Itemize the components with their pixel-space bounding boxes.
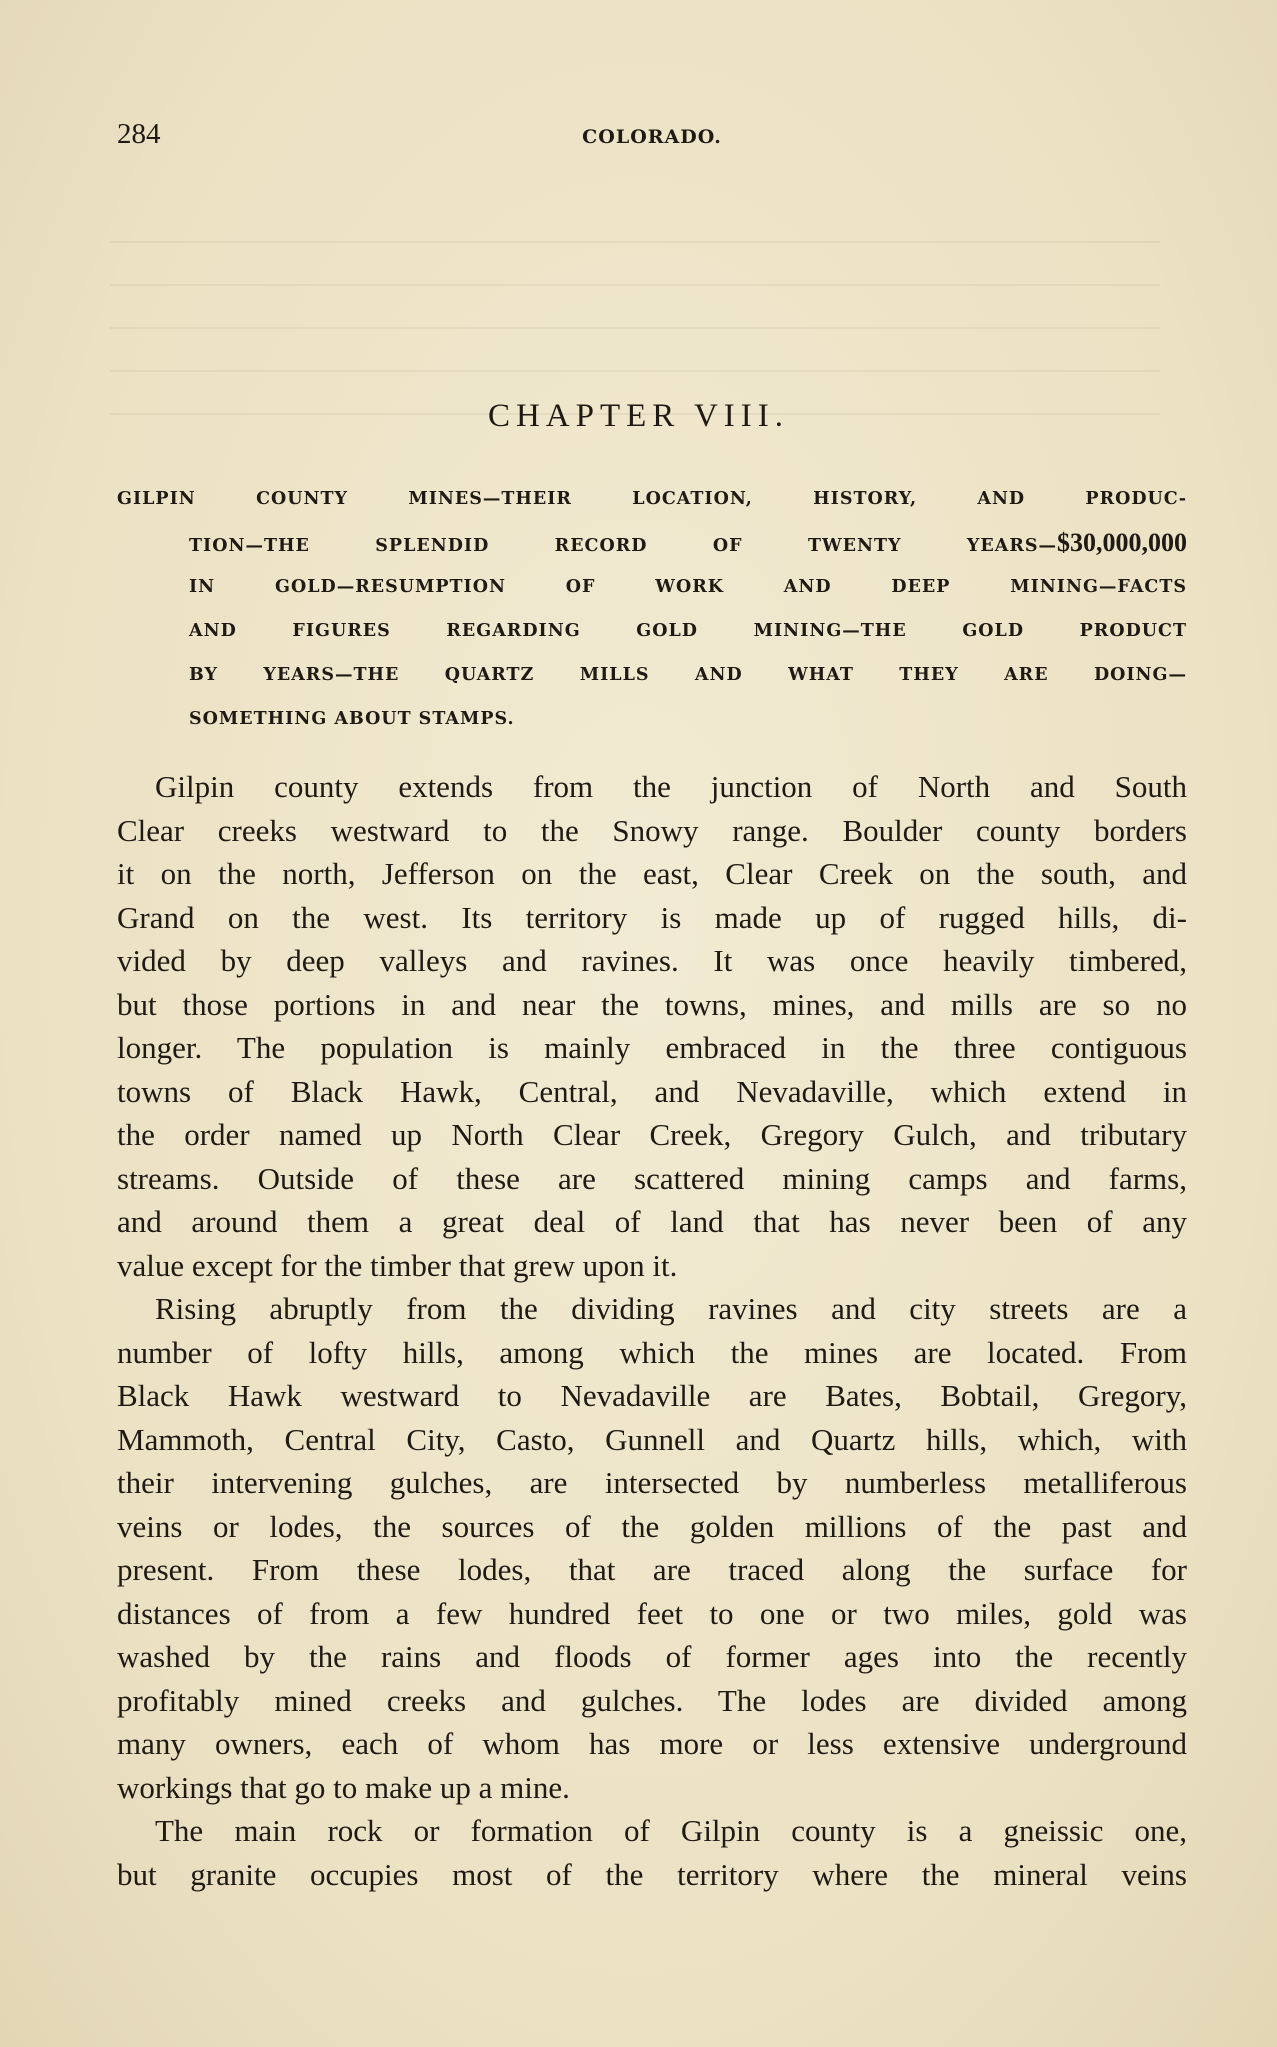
chapter-heading: CHAPTER VIII.	[487, 398, 790, 434]
paragraph-1-line: Clear creeks westward to the Snowy range. Boulder county borders	[117, 812, 1187, 848]
page-number: 284	[117, 118, 161, 150]
paragraph-2-line: veins or lodes, the sources of the golden millions of the past and	[117, 1508, 1187, 1544]
paragraph-2-line: Mammoth, Central City, Casto, Gunnell and Quartz hills, which, with	[117, 1421, 1187, 1457]
paragraph-1-line: the order named up North Clear Creek, Gregory Gulch, and tributary	[117, 1117, 1187, 1152]
synopsis-line-text: TION—THE SPLENDID RECORD OF TWENTY YEARS—	[189, 536, 1057, 556]
paragraph-1-line: it on the north, Jefferson on the east, Clear Creek on the south, and	[117, 856, 1187, 891]
synopsis-line: AND FIGURES REGARDING GOLD MINING—THE GOLD PRODUCT	[189, 621, 1187, 641]
synopsis-line: IN GOLD—RESUMPTION OF WORK AND DEEP MINING—FACTS	[189, 577, 1187, 597]
paragraph-2-line: their intervening gulches, are intersected by numberless metalliferous	[117, 1465, 1187, 1500]
synopsis-line: BY YEARS—THE QUARTZ MILLS AND WHAT THEY ARE DOING—	[189, 665, 1187, 685]
paragraph-1-line: Gilpin county extends from the junction of North and South	[155, 769, 1187, 804]
paragraph-2-line: distances of from a few hundred feet to one or two miles, gold was	[117, 1595, 1187, 1631]
paragraph-2-line: present. From these lodes, that are traced along the surface for	[117, 1552, 1187, 1587]
paragraph-3-line: The main rock or formation of Gilpin county is a gneissic one,	[155, 1813, 1187, 1848]
paragraph-2-line: profitably mined creeks and gulches. The lodes are divided among	[117, 1682, 1187, 1718]
show-through-bleed	[110, 215, 1160, 415]
synopsis-line: SOMETHING ABOUT STAMPS.	[189, 709, 515, 729]
running-head	[117, 118, 1187, 158]
paragraph-3-line: but granite occupies most of the territory where the mineral veins	[117, 1856, 1187, 1892]
body-text	[117, 767, 1187, 1898]
paragraph-1-line: longer. The population is mainly embraced in the three contiguous	[117, 1030, 1187, 1065]
paragraph-1-line: value except for the timber that grew upon it.	[117, 1247, 678, 1283]
paragraph-2-line: washed by the rains and floods of former ages into the recently	[117, 1639, 1187, 1674]
synopsis-line: GILPIN COUNTY MINES—THEIR LOCATION, HISTORY, AND PRODUC-	[117, 489, 1187, 509]
synopsis-amount: $30,000,000	[1057, 528, 1187, 557]
chapter-synopsis	[117, 484, 1187, 748]
paragraph-1-line: Grand on the west. Its territory is made up of rugged hills, di-	[117, 899, 1187, 935]
paragraph-1-line: and around them a great deal of land that has never been of any	[117, 1204, 1187, 1239]
running-title: COLORADO.	[582, 126, 722, 148]
paragraph-1-line: but those portions in and near the towns, mines, and mills are so no	[117, 986, 1187, 1022]
paragraph-1-line: towns of Black Hawk, Central, and Nevadaville, which extend in	[117, 1073, 1187, 1109]
paragraph-2-line: Black Hawk westward to Nevadaville are Bates, Bobtail, Gregory,	[117, 1378, 1187, 1413]
paragraph-2-line: workings that go to make up a mine.	[117, 1769, 570, 1805]
paragraph-1-line: vided by deep valleys and ravines. It was once heavily timbered,	[117, 943, 1187, 978]
paragraph-2-line: number of lofty hills, among which the mines are located. From	[117, 1334, 1187, 1370]
paragraph-2-line: Rising abruptly from the dividing ravines and city streets are a	[155, 1291, 1187, 1326]
paragraph-2-line: many owners, each of whom has more or less extensive underground	[117, 1726, 1187, 1761]
synopsis-line	[117, 528, 1187, 572]
paragraph-1-line: streams. Outside of these are scattered mining camps and farms,	[117, 1160, 1187, 1196]
